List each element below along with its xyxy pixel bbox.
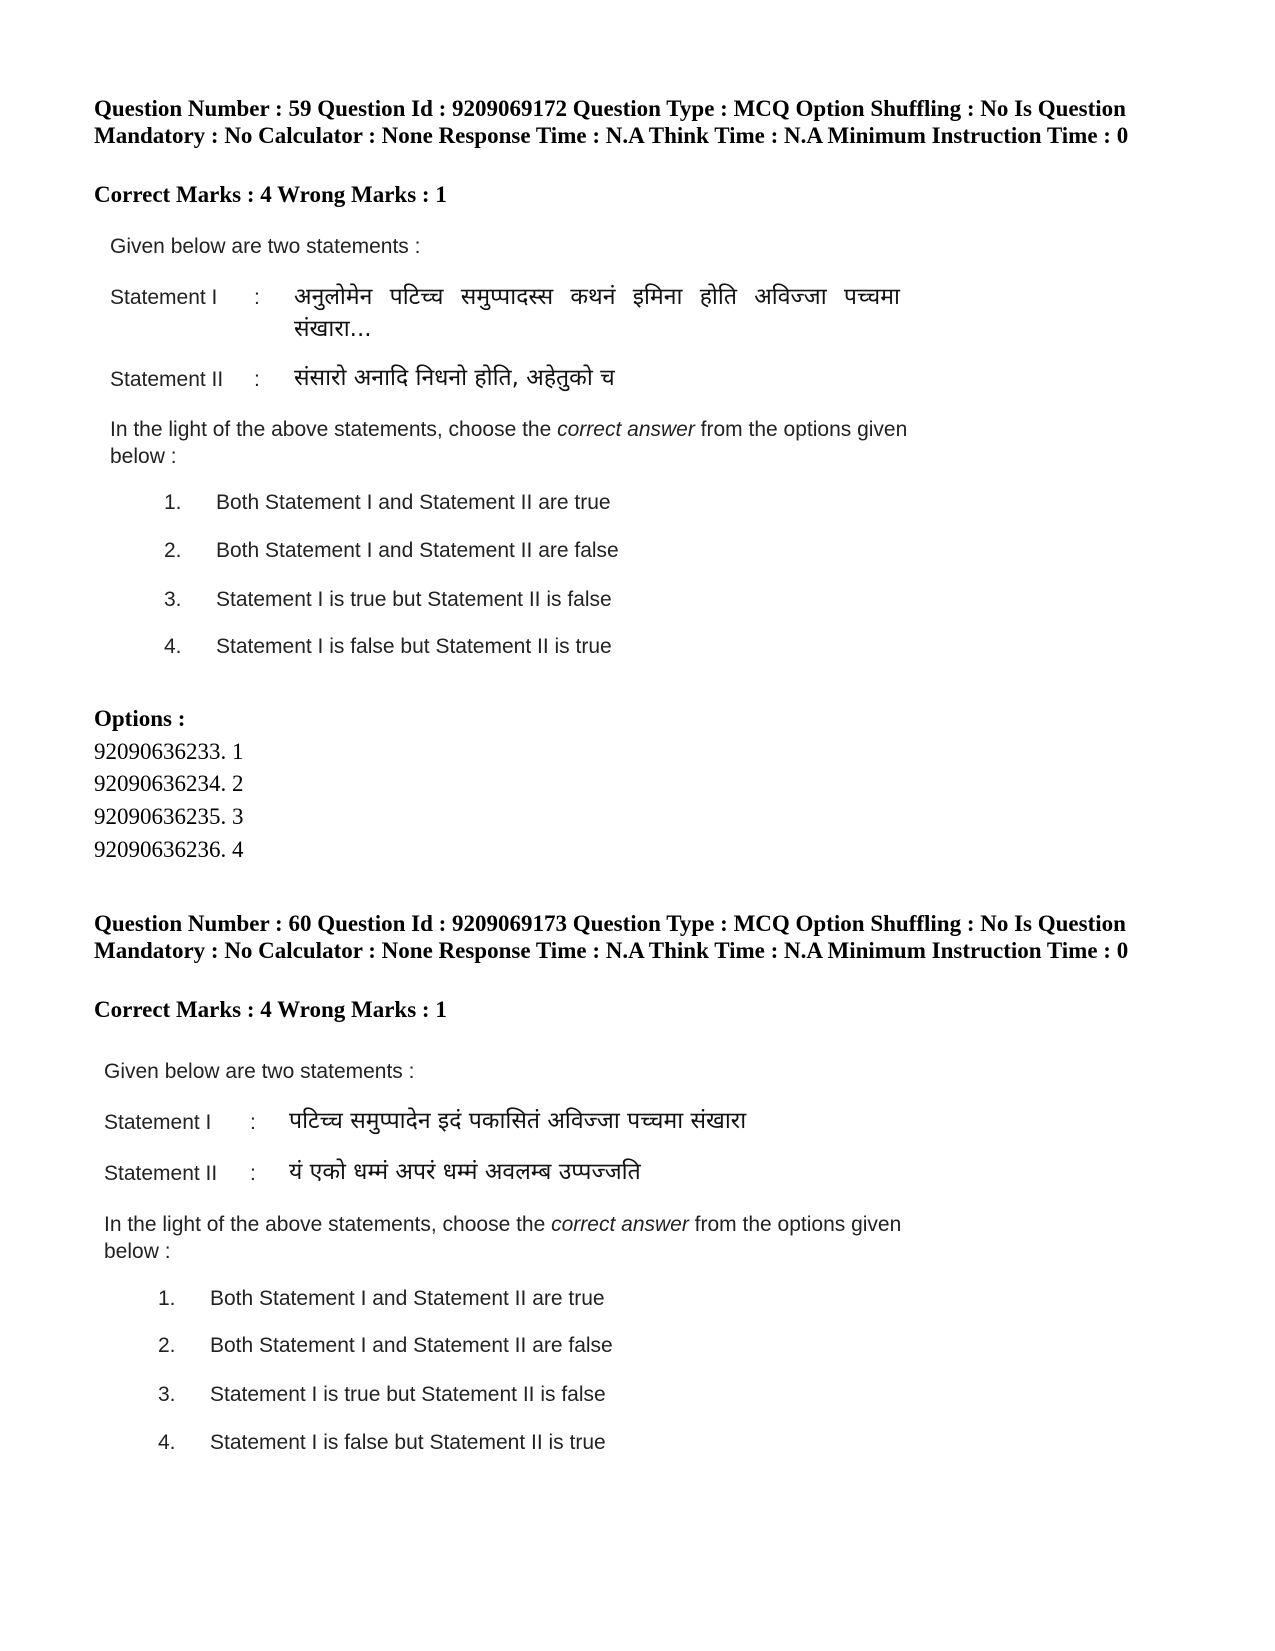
choice-number: 2. [158, 1334, 176, 1357]
question-intro: Given below are two statements : [110, 235, 421, 258]
statement-2-label: Statement II [110, 368, 224, 391]
choice-text: Both Statement I and Statement II are false [216, 539, 619, 562]
statement-1-text: पटिच्च समुप्पादेन इदं पकासितं अविज्जा पच्चमा संखारा [289, 1108, 747, 1134]
question-marks: Correct Marks : 4 Wrong Marks : 1 [94, 182, 447, 207]
instruction-emphasis: correct answer [557, 418, 695, 441]
choice-text: Both Statement I and Statement II are true [210, 1287, 605, 1310]
choice-number: 4. [158, 1431, 176, 1454]
options-heading: Options : [94, 706, 186, 731]
statement-2-colon: : [250, 1162, 256, 1185]
choice-text: Statement I is true but Statement II is false [216, 588, 612, 611]
choice-text: Both Statement I and Statement II are false [210, 1334, 613, 1357]
choice-number: 1. [158, 1287, 176, 1310]
question-instruction [104, 1211, 904, 1265]
option-id-line: 92090636236. 4 [94, 837, 244, 862]
question-instruction [110, 416, 910, 470]
statement-2-text: संसारो अनादि निधनो होति, अहेतुको च [294, 365, 615, 391]
option-id-line: 92090636234. 2 [94, 771, 244, 796]
instruction-text: In the light of the above statements, choose the [104, 1213, 552, 1236]
choice-text: Both Statement I and Statement II are true [216, 491, 611, 514]
choice-number: 1. [164, 491, 182, 514]
question-marks: Correct Marks : 4 Wrong Marks : 1 [94, 997, 447, 1022]
instruction-text: from the options given below : [110, 418, 908, 468]
choice-number: 3. [158, 1383, 176, 1406]
statement-1-colon: : [254, 286, 260, 309]
question-meta: Question Number : 59 Question Id : 9209069172 Question Type : MCQ Option Shuffling : No Is Question Mandatory : No Calculator : None Response Time : N.A Think Time : N.A Minimum Instruction Time : 0 [94, 96, 1129, 148]
statement-2-colon: : [254, 368, 260, 391]
choice-text: Statement I is true but Statement II is false [210, 1383, 606, 1406]
instruction-text: from the options given below : [104, 1213, 902, 1263]
statement-1-text: अनुलोमेन पटिच्च समुप्पादस्स कथनं इमिना होति अविज्जा पच्चमा संखारा... [294, 284, 900, 342]
question-intro: Given below are two statements : [104, 1060, 415, 1083]
instruction-emphasis: correct answer [551, 1213, 689, 1236]
instruction-text: In the light of the above statements, choose the [110, 418, 558, 441]
statement-2-label: Statement II [104, 1162, 218, 1185]
option-id-line: 92090636233. 1 [94, 739, 244, 764]
choice-number: 4. [164, 635, 182, 658]
statement-2-text: यं एको धम्मं अपरं धम्मं अवलम्ब उप्पज्जति [289, 1159, 641, 1185]
option-id-line: 92090636235. 3 [94, 804, 244, 829]
choice-number: 2. [164, 539, 182, 562]
statement-1-label: Statement I [104, 1111, 212, 1134]
question-meta: Question Number : 60 Question Id : 9209069173 Question Type : MCQ Option Shuffling : No Is Question Mandatory : No Calculator : None Response Time : N.A Think Time : N.A Minimum Instruction Time : 0 [94, 911, 1129, 963]
choice-text: Statement I is false but Statement II is true [210, 1431, 606, 1454]
choice-number: 3. [164, 588, 182, 611]
choice-text: Statement I is false but Statement II is true [216, 635, 612, 658]
statement-1-colon: : [250, 1111, 256, 1134]
statement-1-label: Statement I [110, 286, 218, 309]
